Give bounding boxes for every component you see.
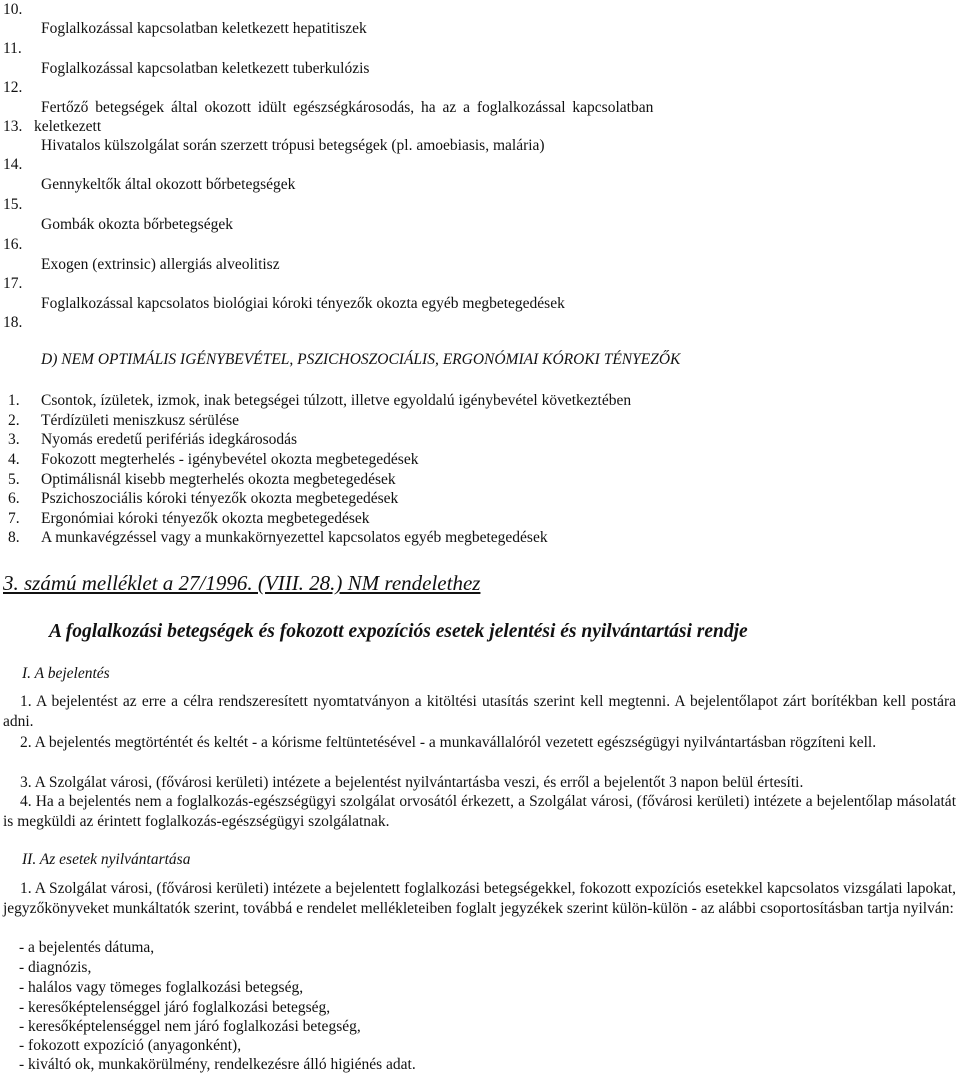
list-item-text: Csontok, ízületek, izmok, inak betegségei túlzott, illetve egyoldalú igénybevétel következtében xyxy=(41,392,632,409)
page-title: A foglalkozási betegségek és fokozott expozíciós esetek jelentési és nyilvántartási rendje xyxy=(49,621,748,642)
list-item-text: Pszichoszociális kóroki tényezők okozta megbetegedések xyxy=(41,490,399,507)
paragraph-text: 2. A bejelentés megtörténtét és keltét - a kórisme feltüntetésével - a munkavállalóról vezetett egészségügyi nyilvántartásban rögzíteni kell. xyxy=(20,734,877,751)
item-number: 16. xyxy=(3,236,23,253)
list-item: - a bejelentés dátuma, xyxy=(19,939,155,956)
list-item-text: Exogen (extrinsic) allergiás alveolitisz xyxy=(41,256,280,273)
list-item-text: Fokozott megterhelés - igénybevétel okozta megbetegedések xyxy=(41,451,419,468)
item-number: 17. xyxy=(3,275,23,292)
list-item-text: Térdízületi meniszkusz sérülése xyxy=(41,412,239,429)
item-number: 5. xyxy=(8,471,20,488)
list-item-text: Ergonómiai kóroki tényezők okozta megbetegedések xyxy=(41,510,370,527)
item-number: 2. xyxy=(8,412,20,429)
list-item-text: Optimálisnál kisebb megterhelés okozta megbetegedések xyxy=(41,471,396,488)
paragraph xyxy=(3,773,956,793)
list-item: - halálos vagy tömeges foglalkozási betegség, xyxy=(19,979,304,996)
list-item-text: Foglalkozással kapcsolatos biológiai kóroki tényezők okozta egyéb megbetegedések xyxy=(41,295,565,312)
item-number: 14. xyxy=(3,156,23,173)
item-number: 4. xyxy=(8,451,20,468)
item-number: 18. xyxy=(3,314,23,331)
list-item: - fokozott expozíció (anyagonként), xyxy=(19,1037,242,1054)
list-item-text: Hivatalos külszolgálat során szerzett trópusi betegségek (pl. amoebiasis, malária) xyxy=(41,137,545,154)
item-number: 12. xyxy=(3,79,23,96)
item-number: 6. xyxy=(8,490,20,507)
list-item-text: Gennykeltők által okozott bőrbetegségek xyxy=(41,176,296,193)
list-item-text: keletkezett xyxy=(34,118,102,135)
section-d-heading: D) NEM OPTIMÁLIS IGÉNYBEVÉTEL, PSZICHOSZOCIÁLIS, ERGONÓMIAI KÓROKI TÉNYEZŐK xyxy=(41,351,681,368)
paragraph-text: 3. A Szolgálat városi, (fővárosi kerületi) intézete a bejelentést nyilvántartásba veszi, és erről a bejelentőt 3 napon belül értesíti. xyxy=(20,774,804,791)
section-heading: I. A bejelentés xyxy=(22,665,110,682)
paragraph-text: 1. A Szolgálat városi, (fővárosi kerületi) intézete a bejelentett foglalkozási betegségekkel, fokozott expozíciós esetekkel kapcsolatos vizsgálati lapokat, jegyzőkönyveket munkáltatók szerint, továbbá e rendelet mellékleteiben foglalt jegyzékek szerint külön-külön - az alábbi csoportosításban tartja nyilván: xyxy=(3,880,956,917)
section-heading: II. Az esetek nyilvántartása xyxy=(22,851,191,868)
list-item-text: Foglalkozással kapcsolatban keletkezett tuberkulózis xyxy=(41,60,370,77)
item-number: 7. xyxy=(8,510,20,527)
list-item-text: Gombák okozta bőrbetegségek xyxy=(41,216,233,233)
list-item-text: Nyomás eredetű perifériás idegkárosodás xyxy=(41,431,298,448)
item-number: 8. xyxy=(8,529,20,546)
paragraph xyxy=(3,792,956,832)
list-item-text: Foglalkozással kapcsolatban keletkezett hepatitiszek xyxy=(41,20,367,37)
list-item-text: A munkavégzéssel vagy a munkakörnyezettel kapcsolatos egyéb megbetegedések xyxy=(41,529,548,546)
paragraph-text: 1. A bejelentést az erre a célra rendszeresített nyomtatványon a kitöltési utasítás szerint kell megtenni. A bejelentőlapot zárt borítékban kell postára adni. xyxy=(3,693,956,730)
paragraph xyxy=(3,879,956,919)
item-number: 3. xyxy=(8,431,20,448)
list-item-text: Fertőző betegségek által okozott idült egészségkárosodás, ha az a foglalkozással kapcsolatban xyxy=(41,99,654,116)
paragraph xyxy=(3,692,956,732)
list-item: - kiváltó ok, munkakörülmény, rendelkezésre álló higiénés adat. xyxy=(19,1056,416,1073)
annex-title: 3. számú melléklet a 27/1996. (VIII. 28.) NM rendelethez xyxy=(3,571,481,595)
paragraph-text: 4. Ha a bejelentés nem a foglalkozás-egészségügyi szolgálat orvosától érkezett, a Szolgálat városi, (fővárosi kerületi) intézete a bejelentőlap másolatát is megküldi az érintett foglalkozás-egészségügyi szolgálatnak. xyxy=(3,793,956,830)
item-number: 1. xyxy=(8,392,20,409)
item-number: 15. xyxy=(3,196,23,213)
list-item: - keresőképtelenséggel járó foglalkozási betegség, xyxy=(19,999,331,1016)
list-item: - diagnózis, xyxy=(19,959,92,976)
paragraph xyxy=(3,733,956,753)
list-item: - keresőképtelenséggel nem járó foglalkozási betegség, xyxy=(19,1018,361,1035)
item-number: 13. xyxy=(3,118,23,135)
item-number: 11. xyxy=(3,40,22,57)
item-number: 10. xyxy=(3,1,23,18)
